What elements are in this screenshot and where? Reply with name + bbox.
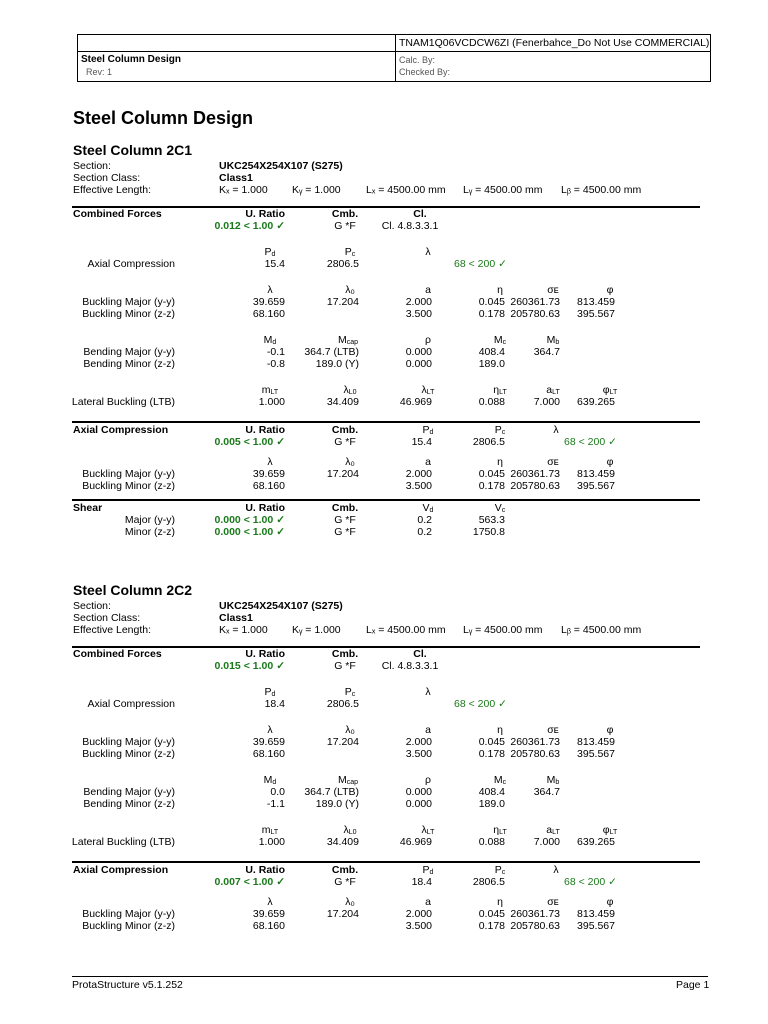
col1-bmin-v4: 205780.63 — [510, 308, 560, 320]
col1-ac-lambda: 68 < 200 ✓ — [454, 258, 507, 270]
col1-uratio-hdr: U. Ratio — [245, 208, 285, 220]
col1-bendmin-v2: 0.000 — [405, 358, 432, 370]
col1-b-sigma-sym: σᴇ — [547, 284, 559, 296]
col1-ax-pc-sym: $P_c$ — [494, 424, 506, 436]
footer-page: Page 1 — [676, 979, 710, 991]
col1-shmin-vd: 0.2 — [417, 526, 432, 538]
col1-axbmaj-v3: 0.045 — [478, 468, 505, 480]
col1-llt-sym: $\lambda_{LT}$ — [421, 384, 435, 396]
col2-ax-uratio-hdr: U. Ratio — [245, 864, 285, 876]
col1-ax-pc: 2806.5 — [472, 436, 505, 448]
col2-axbmin-v0: 68.160 — [252, 920, 285, 932]
col1-axb-a-sym: a — [425, 456, 431, 468]
col2-ltb-v3: 0.088 — [478, 836, 505, 848]
col2-class-label: Section Class: — [73, 612, 141, 624]
col1-cf-ratio: 0.012 < 1.00 ✓ — [214, 220, 285, 232]
col1-shmin-cmb: G *F — [334, 526, 356, 538]
col1-pc-sym: $P_c$ — [344, 246, 356, 258]
col1-ltb-v3: 0.088 — [478, 396, 505, 408]
checked-by: Checked By: — [399, 67, 451, 77]
col1-ax-lambda: 68 < 200 ✓ — [564, 436, 617, 448]
col2-axbmaj-v4: 260361.73 — [510, 908, 560, 920]
col2-class-value: Class1 — [219, 612, 253, 624]
col2-cf-cl: Cl. 4.8.3.3.1 — [381, 660, 439, 672]
footer-software: ProtaStructure v5.1.252 — [72, 979, 183, 991]
col1-vc-sym: $V_c$ — [494, 502, 506, 514]
col2-axb-lambda0-sym: λ₀ — [345, 896, 355, 908]
col2-ltb-v1: 34.409 — [326, 836, 359, 848]
col1-ax-ratio: 0.005 < 1.00 ✓ — [214, 436, 285, 448]
col1-axb-lambda-sym: λ — [267, 456, 273, 468]
col2-md-sym: $M_d$ — [263, 774, 277, 786]
col2-lambda-sym: λ — [425, 686, 431, 698]
col1-axbmaj-v0: 39.659 — [252, 468, 285, 480]
col2-bmaj-v4: 260361.73 — [510, 736, 560, 748]
col1-ltb-v1: 34.409 — [326, 396, 359, 408]
col2-bmaj-label: Buckling Major (y-y) — [82, 736, 175, 748]
col1-bmaj-v0: 39.659 — [252, 296, 285, 308]
col1-ac-pd: 15.4 — [264, 258, 285, 270]
col1-ax-uratio-hdr: U. Ratio — [245, 424, 285, 436]
col1-cf-cmb: G *F — [334, 220, 356, 232]
col2-efflen-label: Effective Length: — [73, 624, 152, 636]
col2-pc-sym: $P_c$ — [344, 686, 356, 698]
page-title: Steel Column Design — [73, 108, 254, 128]
col2-cl-hdr: Cl. — [413, 648, 427, 660]
col2-etalt-sym: $\eta_{LT}$ — [493, 824, 507, 836]
col2-bendmaj-v3: 408.4 — [478, 786, 505, 798]
col2-bendmaj-v1: 364.7 (LTB) — [304, 786, 359, 798]
col1-efflen-label: Effective Length: — [73, 184, 152, 196]
col1-bendmin-v0: -0.8 — [266, 358, 285, 370]
col1-ax-lambda-sym: λ — [553, 424, 559, 436]
col1-kx: Kₓ = 1.000 — [219, 184, 268, 196]
col2-axbmaj-v1: 17.204 — [326, 908, 359, 920]
col2-ll0-sym: $\lambda_{L0}$ — [343, 824, 357, 836]
col1-bendmaj-v4: 364.7 — [533, 346, 560, 358]
col2-bendmaj-v2: 0.000 — [405, 786, 432, 798]
col2-pd-sym: $P_d$ — [264, 686, 276, 698]
col1-axb-phi-sym: φ — [606, 456, 614, 468]
col2-axbmin-v2: 3.500 — [405, 920, 432, 932]
col1-alt-sym: $a_{LT}$ — [546, 384, 560, 396]
col1-ltb-v4: 7.000 — [533, 396, 560, 408]
col1-ltb-v2: 46.969 — [399, 396, 432, 408]
col1-title: Steel Column 2C1 — [73, 142, 193, 158]
col1-bendmaj-label: Bending Major (y-y) — [83, 346, 175, 358]
col1-bmaj-v5: 813.459 — [577, 296, 615, 308]
col2-mlt-sym: $m_{LT}$ — [261, 824, 279, 836]
col1-bmin-v2: 3.500 — [405, 308, 432, 320]
col2-axbmaj-v0: 39.659 — [252, 908, 285, 920]
col1-axbmin-v3: 0.178 — [478, 480, 505, 492]
col2-axbmin-label: Buckling Minor (z-z) — [82, 920, 175, 932]
col2-mb-sym: $M_b$ — [546, 774, 560, 786]
col1-axbmaj-v1: 17.204 — [326, 468, 359, 480]
header-box — [77, 34, 711, 82]
col1-axbmin-v5: 395.567 — [577, 480, 615, 492]
col1-sh-uratio-hdr: U. Ratio — [245, 502, 285, 514]
section-divider — [72, 499, 700, 501]
col1-ax-cmb: G *F — [334, 436, 356, 448]
col1-mlt-sym: $m_{LT}$ — [261, 384, 279, 396]
col2-ax-ratio: 0.007 < 1.00 ✓ — [214, 876, 285, 888]
col2-axb-a-sym: a — [425, 896, 431, 908]
col1-shmin-label: Minor (z-z) — [124, 526, 175, 538]
col2-axial-heading: Axial Compression — [73, 864, 169, 876]
col2-bmin-v4: 205780.63 — [510, 748, 560, 760]
col1-lx: Lₓ = 4500.00 mm — [366, 184, 446, 196]
col2-bendmaj-v0: 0.0 — [270, 786, 285, 798]
col1-etalt-sym: $\eta_{LT}$ — [493, 384, 507, 396]
col1-axbmaj-v2: 2.000 — [405, 468, 432, 480]
col2-ax-lambda-sym: λ — [553, 864, 559, 876]
col2-axbmin-v3: 0.178 — [478, 920, 505, 932]
col2-axb-sigma-sym: σᴇ — [547, 896, 559, 908]
col1-axbmaj-v4: 260361.73 — [510, 468, 560, 480]
section-divider — [72, 861, 700, 863]
col2-cmb-hdr: Cmb. — [331, 648, 359, 660]
col1-ly: Lᵧ = 4500.00 mm — [463, 184, 543, 196]
col2-ax-cmb-hdr: Cmb. — [331, 864, 359, 876]
col2-axbmaj-v5: 813.459 — [577, 908, 615, 920]
col2-ltb-v5: 639.265 — [577, 836, 615, 848]
col1-bendmaj-v2: 0.000 — [405, 346, 432, 358]
col1-bendmin-v1: 189.0 (Y) — [315, 358, 359, 370]
col2-bmaj-v3: 0.045 — [478, 736, 505, 748]
col1-bendmaj-v1: 364.7 (LTB) — [304, 346, 359, 358]
col2-ax-lambda: 68 < 200 ✓ — [564, 876, 617, 888]
col2-bmaj-v0: 39.659 — [252, 736, 285, 748]
col1-bmaj-v1: 17.204 — [326, 296, 359, 308]
col2-section-value: UKC254X254X107 (S275) — [219, 600, 343, 612]
col1-shmaj-vc: 563.3 — [478, 514, 505, 526]
col1-combined-forces-heading: Combined Forces — [73, 208, 162, 220]
col1-bmin-label: Buckling Minor (z-z) — [82, 308, 175, 320]
col1-b-lambda0-sym: λ₀ — [345, 284, 355, 296]
col2-b-lambda0-sym: λ₀ — [345, 724, 355, 736]
col2-axbmaj-v3: 0.045 — [478, 908, 505, 920]
col1-mb-sym: $M_b$ — [546, 334, 560, 346]
col2-bendmin-v2: 0.000 — [405, 798, 432, 810]
revision: Rev: 1 — [86, 67, 113, 77]
col1-b-lambda-sym: λ — [267, 284, 273, 296]
col2-b-lambda-sym: λ — [267, 724, 273, 736]
col2-kx: Kₓ = 1.000 — [219, 624, 268, 636]
col2-ax-pd-sym: $P_d$ — [422, 864, 434, 876]
col1-ax-cmb-hdr: Cmb. — [331, 424, 359, 436]
col2-bmin-v3: 0.178 — [478, 748, 505, 760]
calc-by: Calc. By: — [399, 55, 436, 65]
col1-axb-eta-sym: η — [497, 456, 503, 468]
col2-bendmaj-label: Bending Major (y-y) — [83, 786, 175, 798]
col1-bmin-v3: 0.178 — [478, 308, 505, 320]
col1-pd-sym: $P_d$ — [264, 246, 276, 258]
col2-b-sigma-sym: σᴇ — [547, 724, 559, 736]
col2-ac-lambda: 68 < 200 ✓ — [454, 698, 507, 710]
col1-shear-heading: Shear — [73, 502, 103, 514]
col2-bmin-label: Buckling Minor (z-z) — [82, 748, 175, 760]
footer-divider — [72, 976, 708, 977]
col1-bmin-v0: 68.160 — [252, 308, 285, 320]
col1-ltb-v0: 1.000 — [258, 396, 285, 408]
col2-b-eta-sym: η — [497, 724, 503, 736]
col1-axial-row-label: Axial Compression — [87, 258, 175, 270]
col2-mcap-sym: $M_{cap}$ — [337, 774, 359, 786]
col2-bendmin-v0: -1.1 — [266, 798, 285, 810]
col2-axb-lambda-sym: λ — [267, 896, 273, 908]
col1-sh-cmb-hdr: Cmb. — [331, 502, 359, 514]
col2-axial-row-label: Axial Compression — [87, 698, 175, 710]
col2-axb-phi-sym: φ — [606, 896, 614, 908]
col2-axbmin-v5: 395.567 — [577, 920, 615, 932]
col2-bmin-v5: 395.567 — [577, 748, 615, 760]
col1-lb: Lᵦ = 4500.00 mm — [561, 184, 642, 196]
col1-ax-pd: 15.4 — [411, 436, 432, 448]
col2-ltb-v0: 1.000 — [258, 836, 285, 848]
col1-b-a-sym: a — [425, 284, 431, 296]
col1-ky: Kᵧ = 1.000 — [292, 184, 341, 196]
col2-bmaj-v5: 813.459 — [577, 736, 615, 748]
col2-bendmaj-v4: 364.7 — [533, 786, 560, 798]
col1-bendmin-label: Bending Minor (z-z) — [83, 358, 175, 370]
col2-combined-forces-heading: Combined Forces — [73, 648, 162, 660]
col1-axbmin-label: Buckling Minor (z-z) — [82, 480, 175, 492]
col1-axbmin-v2: 3.500 — [405, 480, 432, 492]
col2-b-phi-sym: φ — [606, 724, 614, 736]
col1-lambda-sym: λ — [425, 246, 431, 258]
col1-ac-pc: 2806.5 — [326, 258, 359, 270]
col1-bmin-v5: 395.567 — [577, 308, 615, 320]
col2-section-label: Section: — [73, 600, 111, 612]
col2-axbmaj-v2: 2.000 — [405, 908, 432, 920]
col2-axbmaj-label: Buckling Major (y-y) — [82, 908, 175, 920]
col1-class-label: Section Class: — [73, 172, 141, 184]
col2-uratio-hdr: U. Ratio — [245, 648, 285, 660]
col2-ax-pc-sym: $P_c$ — [494, 864, 506, 876]
col1-bmaj-v2: 2.000 — [405, 296, 432, 308]
col2-ac-pc: 2806.5 — [326, 698, 359, 710]
col1-axb-lambda0-sym: λ₀ — [345, 456, 355, 468]
col1-ax-pd-sym: $P_d$ — [422, 424, 434, 436]
col1-axbmaj-label: Buckling Major (y-y) — [82, 468, 175, 480]
col2-bendmin-v1: 189.0 (Y) — [315, 798, 359, 810]
col2-lb: Lᵦ = 4500.00 mm — [561, 624, 642, 636]
col2-axbmin-v4: 205780.63 — [510, 920, 560, 932]
col2-mc-sym: $M_c$ — [493, 774, 507, 786]
col1-bendmaj-v0: -0.1 — [266, 346, 285, 358]
col2-ltb-v2: 46.969 — [399, 836, 432, 848]
col1-md-sym: $M_d$ — [263, 334, 277, 346]
col2-bmaj-v1: 17.204 — [326, 736, 359, 748]
col2-lx: Lₓ = 4500.00 mm — [366, 624, 446, 636]
col1-shmin-ratio: 0.000 < 1.00 ✓ — [214, 526, 285, 538]
col2-bmin-v0: 68.160 — [252, 748, 285, 760]
col2-axb-eta-sym: η — [497, 896, 503, 908]
col1-ltb-label: Lateral Buckling (LTB) — [71, 396, 175, 408]
col1-axbmin-v4: 205780.63 — [510, 480, 560, 492]
col1-bmaj-v3: 0.045 — [478, 296, 505, 308]
col2-ac-pd: 18.4 — [264, 698, 285, 710]
col1-section-value: UKC254X254X107 (S275) — [219, 160, 343, 172]
col1-shmaj-label: Major (y-y) — [124, 514, 175, 526]
col1-shmin-vc: 1750.8 — [472, 526, 505, 538]
col2-llt-sym: $\lambda_{LT}$ — [421, 824, 435, 836]
col1-bmaj-label: Buckling Major (y-y) — [82, 296, 175, 308]
col2-ax-cmb: G *F — [334, 876, 356, 888]
col1-cf-cl: Cl. 4.8.3.3.1 — [381, 220, 439, 232]
col1-axbmaj-v5: 813.459 — [577, 468, 615, 480]
col1-ll0-sym: $\lambda_{L0}$ — [343, 384, 357, 396]
col2-bmaj-v2: 2.000 — [405, 736, 432, 748]
col1-ltb-v5: 639.265 — [577, 396, 615, 408]
col2-bmin-v2: 3.500 — [405, 748, 432, 760]
col2-b-a-sym: a — [425, 724, 431, 736]
col2-ly: Lᵧ = 4500.00 mm — [463, 624, 543, 636]
col1-shmaj-vd: 0.2 — [417, 514, 432, 526]
col1-mc-sym: $M_c$ — [493, 334, 507, 346]
col1-philt-sym: $\varphi_{LT}$ — [602, 384, 618, 396]
col2-ltb-v4: 7.000 — [533, 836, 560, 848]
col2-philt-sym: $\varphi_{LT}$ — [602, 824, 618, 836]
col1-rho-sym: ρ — [425, 334, 431, 346]
col2-bendmin-v3: 189.0 — [478, 798, 505, 810]
col1-shmaj-cmb: G *F — [334, 514, 356, 526]
project-title: TNAM1Q06VCDCW6ZI (Fenerbahce_Do Not Use COMMERCIAL) — [399, 37, 710, 49]
col1-b-eta-sym: η — [497, 284, 503, 296]
col1-class-value: Class1 — [219, 172, 253, 184]
doc-title: Steel Column Design — [81, 54, 182, 65]
col1-bendmaj-v3: 408.4 — [478, 346, 505, 358]
col1-axial-heading: Axial Compression — [73, 424, 169, 436]
col1-b-phi-sym: φ — [606, 284, 614, 296]
col2-cf-ratio: 0.015 < 1.00 ✓ — [214, 660, 285, 672]
col2-bendmin-label: Bending Minor (z-z) — [83, 798, 175, 810]
col1-cl-hdr: Cl. — [413, 208, 427, 220]
col2-cf-cmb: G *F — [334, 660, 356, 672]
col1-cmb-hdr: Cmb. — [331, 208, 359, 220]
col2-rho-sym: ρ — [425, 774, 431, 786]
col1-axb-sigma-sym: σᴇ — [547, 456, 559, 468]
col1-bmaj-v4: 260361.73 — [510, 296, 560, 308]
col2-alt-sym: $a_{LT}$ — [546, 824, 560, 836]
col2-ax-pd: 18.4 — [411, 876, 432, 888]
section-divider — [72, 421, 700, 423]
col1-vd-sym: $V_d$ — [422, 502, 434, 514]
col1-mcap-sym: $M_{cap}$ — [337, 334, 359, 346]
col2-ky: Kᵧ = 1.000 — [292, 624, 341, 636]
col1-shmaj-ratio: 0.000 < 1.00 ✓ — [214, 514, 285, 526]
col1-bendmin-v3: 189.0 — [478, 358, 505, 370]
col1-axbmin-v0: 68.160 — [252, 480, 285, 492]
col2-ax-pc: 2806.5 — [472, 876, 505, 888]
col2-title: Steel Column 2C2 — [73, 582, 193, 598]
col2-ltb-label: Lateral Buckling (LTB) — [71, 836, 175, 848]
col1-section-label: Section: — [73, 160, 111, 172]
